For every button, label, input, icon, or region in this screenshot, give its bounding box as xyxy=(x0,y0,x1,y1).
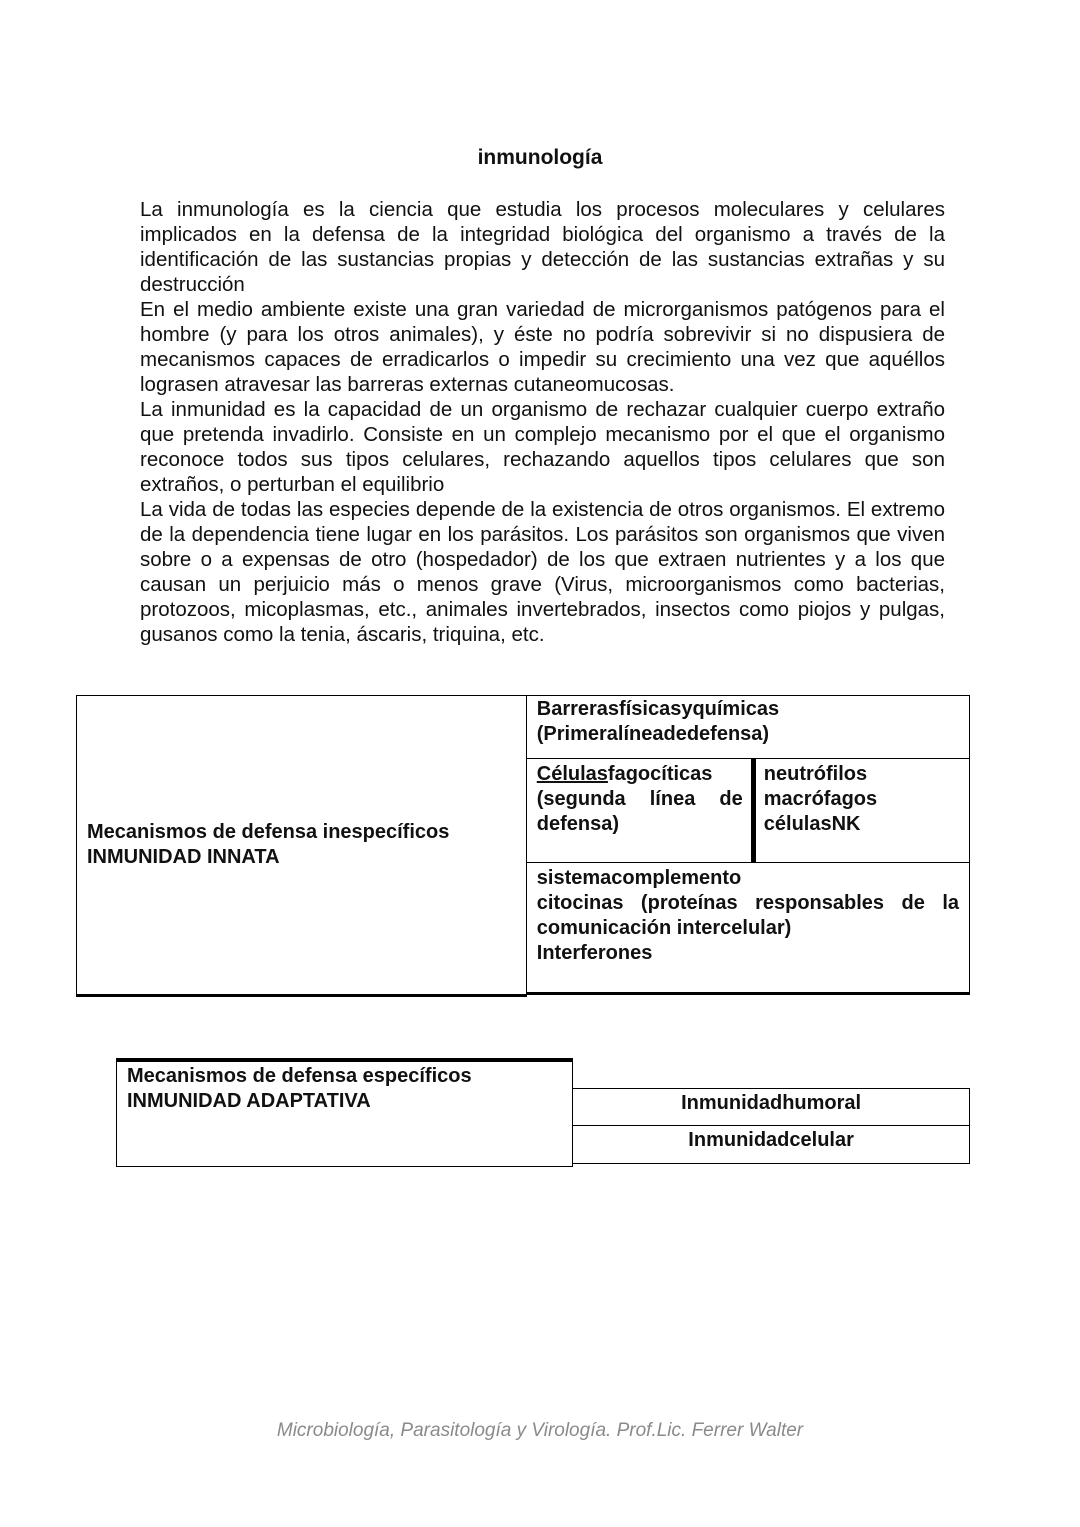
phagocyte-list xyxy=(756,759,885,862)
phagocytes-rest: fagocíticas (segunda línea de defensa) xyxy=(536,763,743,835)
paragraph: La inmunidad es la capacidad de un organismo de rechazar cualquier cuerpo extraño que pretenda invadirlo. Consiste en un complejo mecanismo por el que el organismo reconoce todos sus tipos celulares, rechazando aquellos tipos celulares que son extraños, o perturban el equilibrio xyxy=(140,398,945,496)
interferons-line: Interferones xyxy=(536,942,653,964)
paragraph: En el medio ambiente existe una gran variedad de microrganismos patógenos para el hombre (y para los otros animales), y éste no podría sobrevivir si no dispusiera de mecanismos capaces de erradicarlos o impedir su crecimiento una vez que aquéllos lograsen atravesar las barreras externas cutaneomucosas. xyxy=(140,298,945,396)
complement-line: sistemacomplemento xyxy=(536,867,742,889)
adaptive-detail-cell xyxy=(573,1060,970,1167)
innate-label-line2: INMUNIDAD INNATA xyxy=(87,845,280,868)
innate-label-line1: Mecanismos de defensa inespecíficos xyxy=(87,820,450,843)
paragraph: La inmunología es la ciencia que estudia los procesos moleculares y celulares implicados en la defensa de la integridad biológica del organismo a través de la identificación de las sustancias propias y detección de las sustancias extrañas y su destrucción xyxy=(140,198,945,296)
innate-immunity-table xyxy=(76,695,970,997)
humoral-row: Inmunidadhumoral xyxy=(573,1088,970,1126)
page-title: inmunología xyxy=(477,146,603,169)
barriers-line2: (Primeralíneadedefensa) xyxy=(536,723,770,745)
barriers-line1: Barrerasfísicasyquímicas xyxy=(536,698,780,720)
cellular-row: Inmunidadcelular xyxy=(573,1126,970,1164)
body-text xyxy=(140,197,945,647)
phagocytes-underlined: Células xyxy=(536,763,608,785)
adaptive-label-line1: Mecanismos de defensa específicos xyxy=(127,1065,472,1087)
cytokines-line: citocinas (proteínas responsables de la comunicación intercelular) xyxy=(536,892,959,939)
list-item: célulasNK xyxy=(763,813,861,835)
paragraph: La vida de todas las especies depende de la existencia de otros organismos. El extremo de la dependencia tiene lugar en los parásitos. Los parásitos son organismos que viven sobre o a expensas de otro (hospedador) de los que extraen nutrientes y a los que causan un perjuicio más o menos grave (Virus, microorganismos como bacterias, protozoos, micoplasmas, etc., animales invertebrados, insectos como piojos y pulgas, gusanos como la tenia, áscaris, triquina, etc. xyxy=(140,498,945,646)
phagocytes-label xyxy=(527,759,756,862)
innate-label-cell xyxy=(77,696,527,996)
soluble-factors-row xyxy=(527,863,969,995)
page-footer: Microbiología, Parasitología y Virología. Prof.Lic. Ferrer Walter xyxy=(276,1420,804,1441)
adaptive-immunity-table xyxy=(116,1058,970,1167)
barriers-row xyxy=(527,696,969,759)
adaptive-label-line2: INMUNIDAD ADAPTATIVA xyxy=(127,1090,371,1112)
adaptive-label-cell xyxy=(117,1060,573,1167)
phagocytes-row xyxy=(527,759,969,863)
list-item: neutrófilos xyxy=(763,763,868,785)
innate-detail-cell xyxy=(526,696,969,996)
list-item: macrófagos xyxy=(763,788,878,810)
